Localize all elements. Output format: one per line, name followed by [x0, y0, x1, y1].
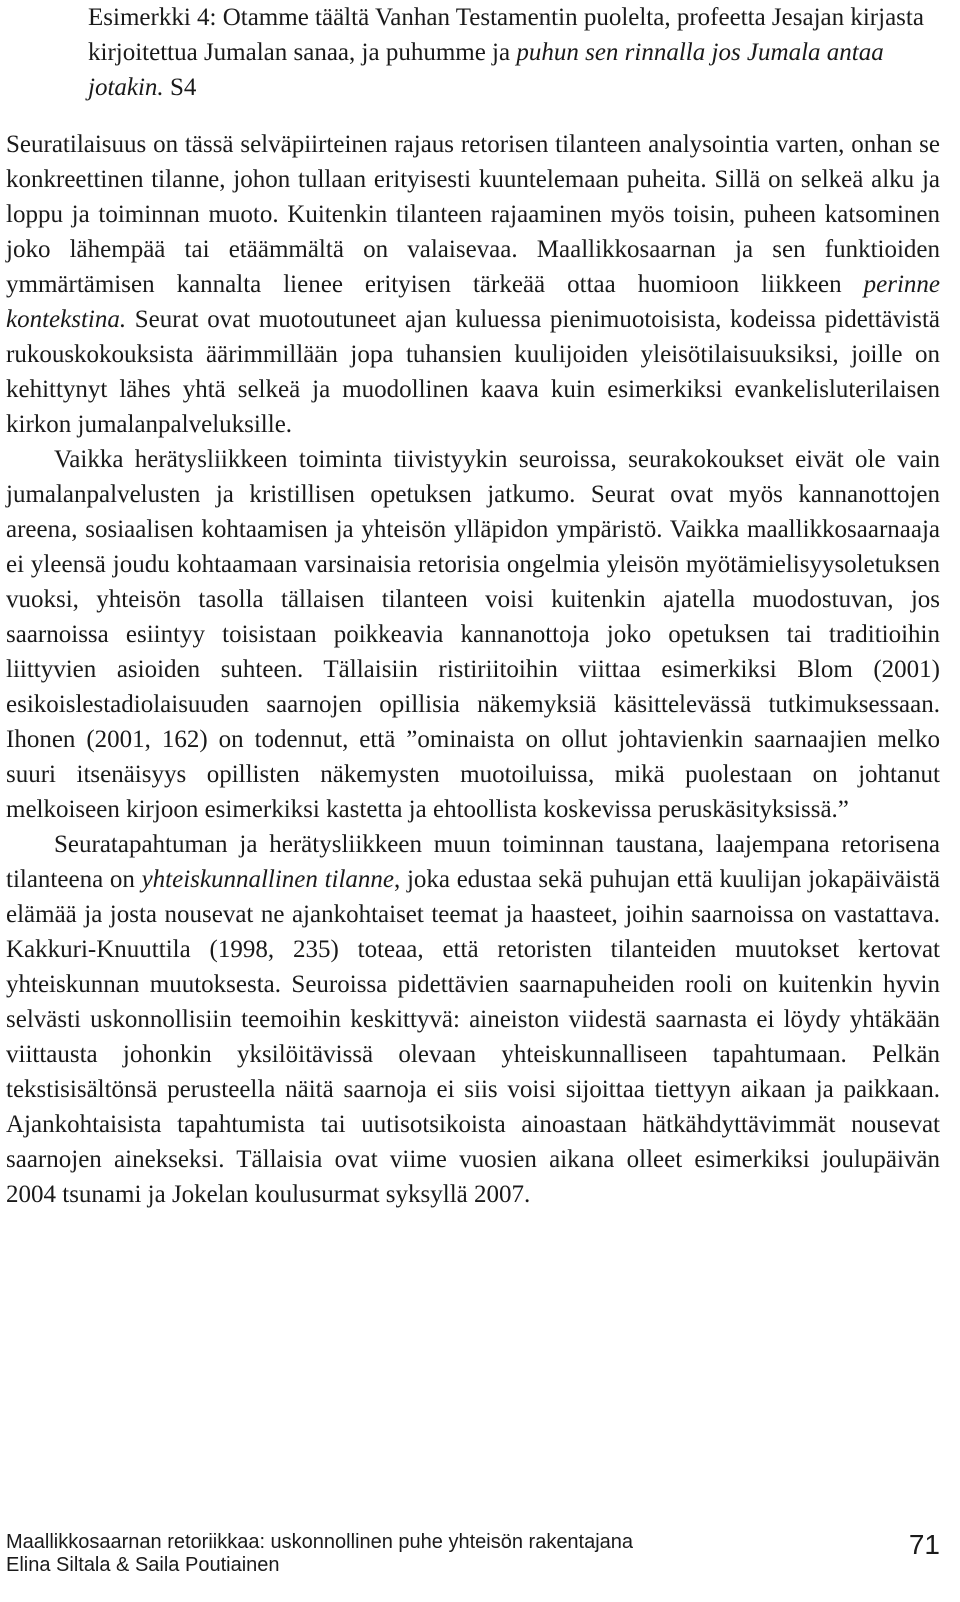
example-reference: S4	[163, 74, 197, 101]
paragraph-1	[6, 127, 940, 442]
page-number: 71	[908, 1529, 940, 1560]
paragraph-3-text-continued: , joka edustaa sekä puhujan että kuulijan jokapäiväistä elämää ja josta nousevat ne ajankohtaiset teemat ja haasteet, joihin saarnoissa on vastattava. Kakkuri-Knuuttila (1998, 235) toteaa, että retoristen tilanteiden muutokset kertovat yhteiskunnan muutoksesta. Seuroissa pidettävien saarnapuheiden rooli on kuitenkin hyvin selvästi uskonnollisiin teemoihin keskittyvä: aineiston viidestä saarnasta ei löydy yhtäkään viittausta johonkin yksilöitävissä olevaan yhteiskunnalliseen tapahtumaan. Pelkän tekstisisältönsä perusteella näitä saarnoja ei siis voisi sijoittaa tiettyyn aikaan ja paikkaan. Ajankohtaisista tapahtumista tai uutisotsikoista ainoastaan hätkähdyttävimmät nousevat saarnojen ainekseksi. Tällaisia ovat viime vuosien aikana olleet esimerkiksi joulupäivän 2004 tsunami ja Jokelan koulusurmat syksyllä 2007.	[6, 866, 940, 1208]
body-text	[6, 127, 940, 1212]
paragraph-3-italic: yhteiskunnallinen tilanne	[141, 866, 395, 893]
example-italic-text: puhun sen rinnalla jos Jumala antaa jotakin.	[88, 39, 884, 101]
paragraph-1-text-continued: Seurat ovat muotoutuneet ajan kuluessa pienimuotoisista, kodeissa pidettävistä rukouskokouksista äärimmillään jopa tuhansien kuulijoiden yleisötilaisuuksiksi, joille on kehittynyt lähes yhtä selkeä ja muodollinen kaava kuin esimerkiksi evankelisluterilaisen kirkon jumalanpalveluksille.	[6, 306, 940, 438]
paragraph-2	[6, 442, 940, 827]
paragraph-3	[6, 827, 940, 1212]
page-footer	[6, 1530, 940, 1600]
example-quote	[88, 0, 938, 105]
footer-authors: Elina Siltala & Saila Poutiainen	[6, 1554, 280, 1576]
paragraph-1-italic: perinne kontekstina.	[6, 271, 940, 333]
paragraph-3-text: Seuratapahtuman ja herätysliikkeen muun toiminnan taustana, laajempana retorisena tilanteena on	[6, 831, 940, 893]
paragraph-2-text: Vaikka herätysliikkeen toiminta tiivistyykin seuroissa, seurakokoukset eivät ole vain jumalanpalvelusten ja kristillisen opetuksen jatkumo. Seurat ovat myös kannanottojen areena, sosiaalisen kohtaamisen ja yhteisön ylläpidon ympäristö. Vaikka maallikkosaarnaaja ei yleensä joudu kohtaamaan varsinaisia retorisia ongelmia yleisön myötämielisyysoletuksen vuoksi, yhteisön tasolla tällaisen tilanteen voisi kuitenkin ajatella muodostuvan, jos saarnoissa esiintyy toisistaan poikkeavia kannanottoja joko opetuksen tai traditioihin liittyvien asioiden suhteen. Tällaisiin ristiriitoihin viittaa esimerkiksi Blom (2001) esikoislestadiolaisuuden saarnojen opillisia näkemyksiä käsittelevässä tutkimuksessaan. Ihonen (2001, 162) on todennut, että ”ominaista on ollut johtavienkin saarnaajien melko suuri itsenäisyys opillisten näkemysten muotoiluissa, mikä puolestaan on johtanut melkoiseen kirjoon esimerkiksi kastetta ja ehtoollista koskevissa peruskäsityksissä.”	[6, 446, 940, 823]
example-text: Esimerkki 4: Otamme täältä Vanhan Testamentin puolelta, profeetta Jesajan kirjasta kirjoitettua Jumalan sanaa, ja puhumme ja	[88, 4, 924, 66]
footer-title: Maallikkosaarnan retoriikkaa: uskonnollinen puhe yhteisön rakentajana	[6, 1531, 634, 1553]
paragraph-1-text: Seuratilaisuus on tässä selväpiirteinen rajaus retorisen tilanteen analysointia varten, onhan se konkreettinen tilanne, johon tullaan erityisesti kuuntelemaan puheita. Sillä on selkeä alku ja loppu ja toiminnan muoto. Kuitenkin tilanteen rajaaminen myös toisin, puheen katsominen joko lähempää tai etäämmältä on valaisevaa. Maallikkosaarnan ja sen funktioiden ymmärtämisen kannalta lienee erityisen tärkeää ottaa huomioon liikkeen	[6, 131, 940, 298]
